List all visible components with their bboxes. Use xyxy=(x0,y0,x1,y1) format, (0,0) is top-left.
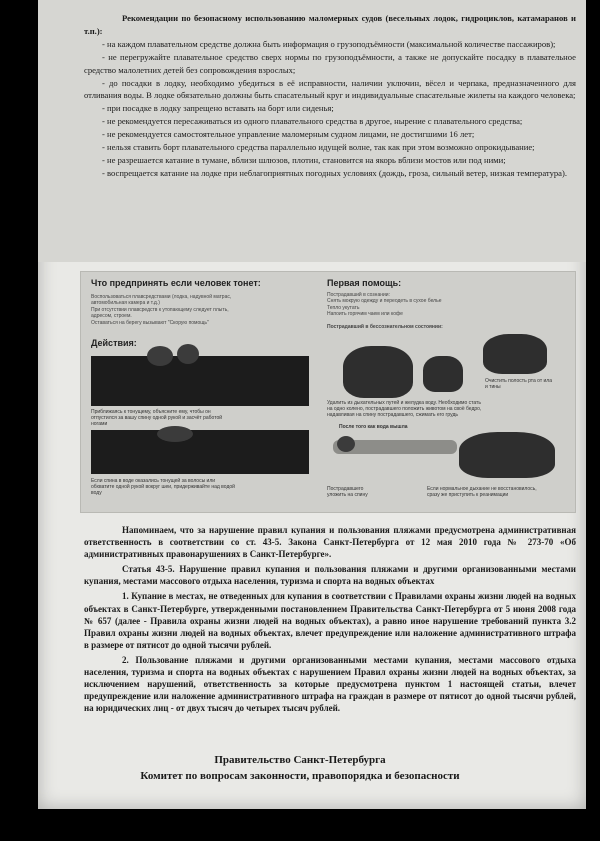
instruction-line: Оставаться на берегу вызывают "Скорую помощь" xyxy=(91,319,209,326)
rescue-swimming-picture xyxy=(91,356,309,406)
caption-line: отпустился за вашу спину одной рукой и засчёт работой xyxy=(91,415,223,422)
first-aid-line: Пострадавший в сознании: xyxy=(327,292,390,298)
rescue-illustration xyxy=(80,271,576,513)
recommendation-item: - не рекомендуется самостоятельное управление маломерным судном лицами, не достигшими 16 лет; xyxy=(102,129,475,140)
recommendation-item: - не перегружайте плавательное средство сверх нормы по грузоподъёмности, а также не допускайте посадку в плавательное средство малолетних детей без сопровождения взрослых; xyxy=(84,51,576,75)
recommendation-item: - нельзя ставить борт плавательного средства параллельно идущей волне, так как при этом возможно опрокидывание; xyxy=(102,142,535,153)
caption-mouth-cleaning xyxy=(485,378,552,390)
first-aid-line: Снять мокрую одежду и переодеть в сухое белье xyxy=(327,298,442,305)
instruction-line: Воспользоваться плавсредствами (лодка, надувной матрас, xyxy=(91,294,232,300)
recommendation-item: - воспрещается катание на лодке при неблагоприятных погодных условиях (дождь, гроза, сильный ветер, низкая температура). xyxy=(102,167,567,178)
first-aid-line: Тепло укутать xyxy=(327,304,360,311)
signature-government: Правительство Санкт-Петербурга xyxy=(214,754,386,766)
victim-head xyxy=(177,344,199,364)
lying-victim-head xyxy=(337,436,355,452)
signature-committee: Комитет по вопросам законности, правопорядка и безопасности xyxy=(140,770,460,782)
rescue-towing-picture xyxy=(91,430,309,474)
legal-point-2: 2. Пользование пляжами и другими организованными местами купания, местами массового отдыха населения, туризма и спорта на водных объектах с нарушением Правил охраны жизни людей на водных объектах, за исключением нарушений, ответственность за которые предусмотрена пунктом 1 настоящей статьи, влечет предупреждение или наложение административного штрафа на граждан в размере от пятисот до одной тысячи рублей, на юридических лиц - от двух тысяч до четырех тысяч рублей. xyxy=(84,654,576,714)
recommendations-heading: Рекомендации по безопасному использованию маломерных судов (весельных лодок, гидроциклов, катамаранов и т.п.): xyxy=(84,13,576,36)
caption-line: обхватите одной рукой вокруг шеи, придерживайте над водой xyxy=(91,484,235,491)
action-caption-1 xyxy=(91,409,222,428)
mouth-cleaning-figure xyxy=(483,334,547,374)
caption-line: на одно колено, пострадавшего положить животом на своё бедро, xyxy=(327,406,482,413)
towing-figures xyxy=(157,426,193,442)
recommendation-item: - не рекомендуется пересаживаться из одного плавательного средства в другое, нырение с плавательного средства; xyxy=(102,116,523,127)
legal-point-1: 1. Купание в местах, не отведенных для купания в соответствии с Правилами охраны жизни людей на водных объектах в Санкт-Петербурге, утвержденными постановлением Правительства Санкт-Петербурга от 5 июня 2008 года № 657 (далее - Правила охраны жизни людей на водных объектах), а равно иное нарушение требований пункта 3.2 Правил охраны жизни людей на водных объектах, влечет предупреждение или наложение административного штрафа в размере от пятисот до одной тысячи рублей. xyxy=(84,591,576,650)
caption-line: уложить на спину xyxy=(327,492,368,499)
first-aid-heading: Первая помощь: xyxy=(327,278,402,288)
scan-border xyxy=(0,809,600,841)
rescuer-head xyxy=(147,346,173,366)
recommendation-item: - на каждом плавательном средстве должна быть информация о грузоподъёмности (максимальной количестве пассажиров); xyxy=(102,38,556,49)
first-aid-line: Напоить горячим чаем или кофе xyxy=(327,311,403,318)
caption-after-water: После того как вода вышла xyxy=(339,424,408,430)
caption-line: воду xyxy=(91,490,102,497)
instruction-line: При отсутствии плавсредств к утопающему следует плыть, xyxy=(91,306,229,313)
cpr-figures xyxy=(459,432,555,478)
caption-cpr xyxy=(427,486,537,498)
first-aid-conscious xyxy=(327,292,441,318)
drowning-instructions xyxy=(91,294,231,326)
instruction-line: автомобильная камера и т.д.) xyxy=(91,300,160,307)
recommendation-item: - до посадки в лодку, необходимо убедиться в её исправности, наличии уключин, вёсел и черпака, предназначенного для отливания воды. В лодке обязательно должны быть спасательный круг и индивидуальные спасательные жилеты на каждого человека; xyxy=(84,77,576,101)
legal-intro: Напоминаем, что за нарушение правил купания и пользования пляжами предусмотрена административная ответственность в соответствии со ст. 43-5. Закона Санкт-Петербурга от 12 мая 2010 года № 273-70 «Об административных правонарушениях в Санкт-Петербурге». xyxy=(84,525,576,560)
legal-section xyxy=(84,524,576,714)
caption-line: ногами xyxy=(91,421,108,428)
caption-line: Приближаясь к тонущему, объясните ему, чтобы он xyxy=(91,409,211,415)
water-removal-figure xyxy=(343,346,413,398)
subheading-line: Пострадавший в бессознательном состоянии: xyxy=(327,324,443,330)
caption-line: и тины xyxy=(485,384,501,391)
actions-heading: Действия: xyxy=(91,338,137,348)
caption-line: Очистить полость рта от ила xyxy=(485,378,552,384)
drowning-heading: Что предпринять если человек тонет: xyxy=(91,278,261,288)
caption-turn-over xyxy=(327,486,368,498)
recommendation-item: - при посадке в лодку запрещено вставать на борт или сиденья; xyxy=(102,103,334,114)
caption-line: сразу же приступить к реанимации xyxy=(427,492,509,499)
first-aid-unconscious-heading xyxy=(327,324,443,330)
caption-line: Если нормальное дыхание не восстановилось, xyxy=(427,486,537,492)
legal-article-title: Статья 43-5. Нарушение правил купания и пользования пляжами и другими организованными местами купания, местами массового отдыха населения, туризма и спорта на водных объектах xyxy=(84,564,576,587)
caption-water-removal xyxy=(327,400,481,419)
recommendations-section xyxy=(84,12,576,180)
instruction-line: адресом, строем. xyxy=(91,313,132,320)
kneeling-rescuer-figure xyxy=(423,356,463,392)
caption-line: надавливая на спину пострадавшего, сжимать его грудь xyxy=(327,412,458,419)
caption-line: Удалить из дыхательных путей и желудка воду. Необходимо стать xyxy=(327,400,481,406)
caption-line: Если спина в воде оказались тонущей за волосы или xyxy=(91,478,216,484)
recommendation-item: - не разрешается катание в тумане, вблизи шлюзов, плотин, становится на якорь вблизи мостов или под ними; xyxy=(102,154,506,165)
action-caption-2 xyxy=(91,478,235,497)
caption-line: Пострадавшего xyxy=(327,486,364,492)
